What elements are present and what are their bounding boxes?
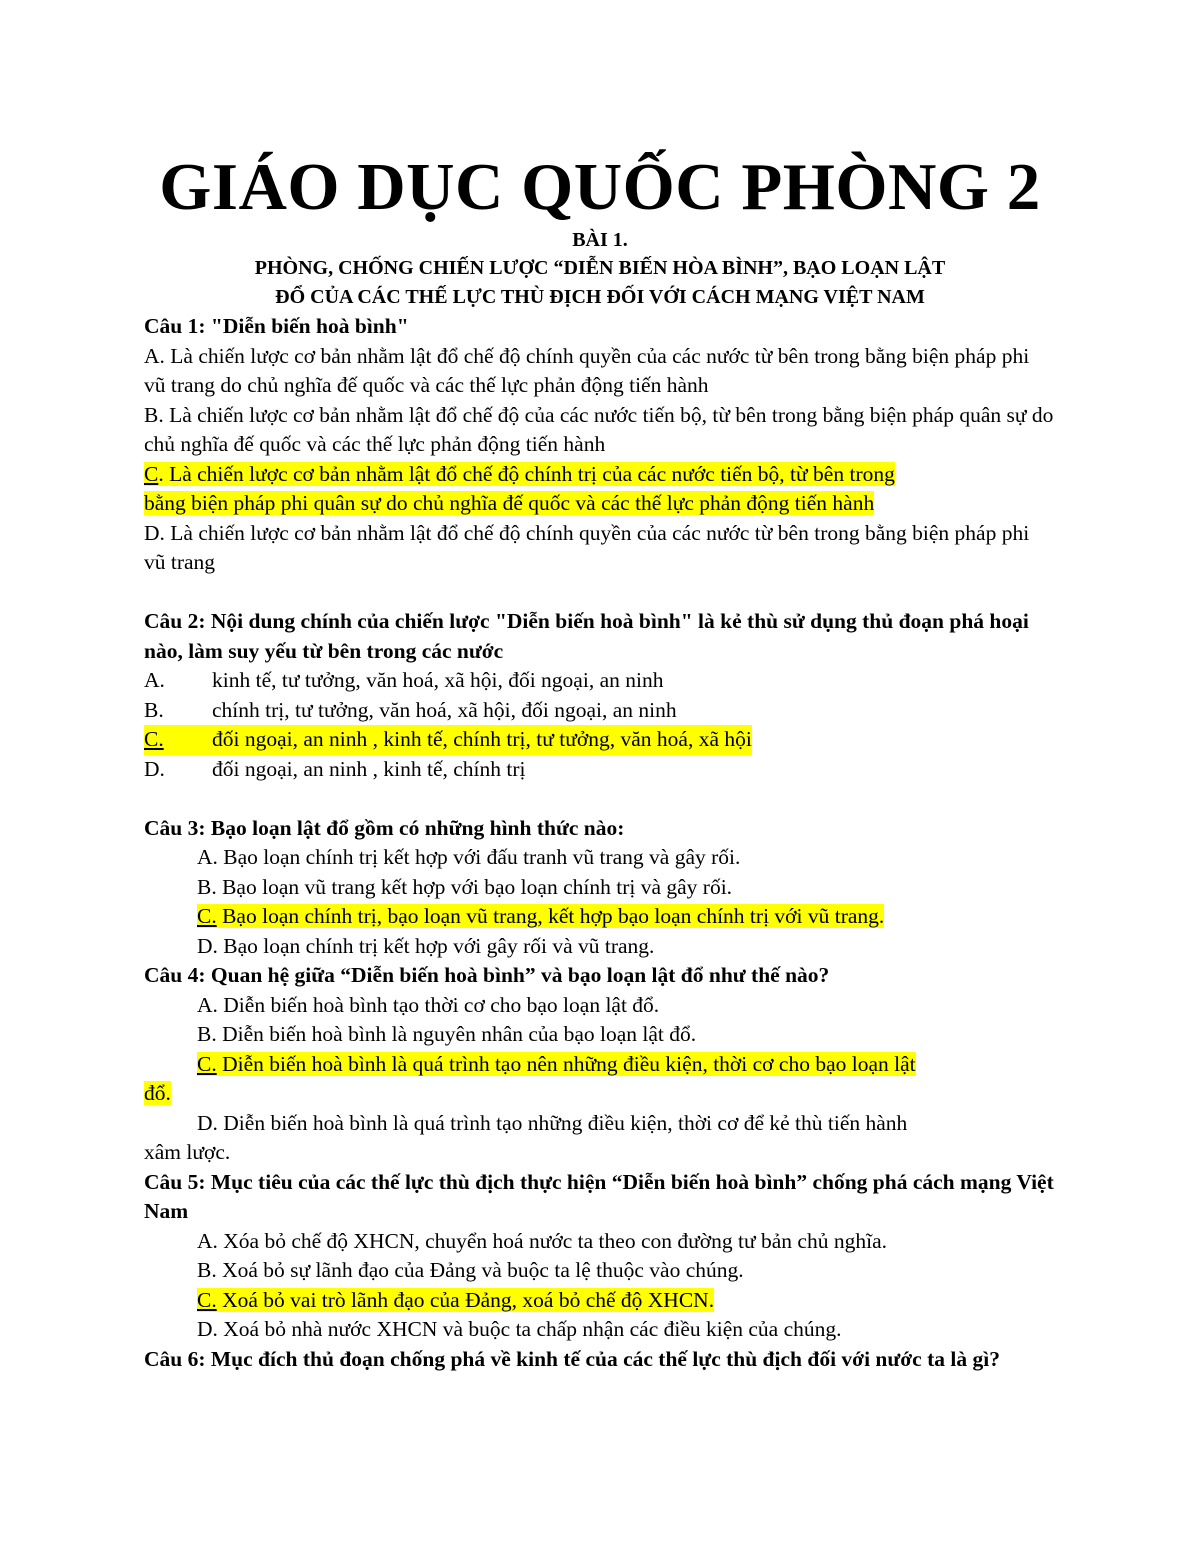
- question-1-text: Câu 1: "Diễn biến hoà bình": [144, 314, 409, 338]
- question-2-option-a: [144, 666, 1056, 696]
- answer-letter: C.: [197, 904, 217, 928]
- answer-text: Xoá bỏ vai trò lãnh đạo của Đảng, xoá bỏ chế độ XHCN.: [216, 1287, 715, 1312]
- option-label: B.: [144, 697, 164, 722]
- question-2-option-c: [144, 725, 1056, 755]
- answer-letter: C.: [197, 1287, 217, 1312]
- answer-text: đối ngoại, an ninh , kinh tế, chính trị, tư tưởng, văn hoá, xã hội: [212, 727, 752, 751]
- subtitle-line-1: PHÒNG, CHỐNG CHIẾN LƯỢC “DIỄN BIẾN HÒA BÌNH”, BẠO LOẠN LẬT: [254, 257, 946, 279]
- question-5: [144, 1168, 1056, 1345]
- question-2-option-b: [144, 696, 1056, 726]
- answer-text: Bạo loạn chính trị, bạo loạn vũ trang, kết hợp bạo loạn chính trị với vũ trang.: [216, 904, 885, 928]
- answer-highlight: [197, 1288, 714, 1312]
- spacer: [144, 578, 1056, 608]
- question-2-text: Câu 2: Nội dung chính của chiến lược "Diễn biến hoà bình" là kẻ thù sử dụng thủ đoạn phá hoại nào, làm suy yếu từ bên trong các nước: [144, 609, 1029, 663]
- question-1-option-b: B. Là chiến lược cơ bản nhằm lật đổ chế độ của các nước tiến bộ, từ bên trong bằng biện pháp quân sự do chủ nghĩa đế quốc và các thế lực phản động tiến hành: [144, 402, 1054, 456]
- answer-highlight: đổ.: [144, 1081, 171, 1105]
- document-page: [144, 150, 1056, 1374]
- question-4-text: Câu 4: Quan hệ giữa “Diễn biến hoà bình” và bạo loạn lật đổ như thế nào?: [144, 963, 830, 987]
- option-text: đối ngoại, an ninh , kinh tế, chính trị: [212, 756, 526, 781]
- option-label: D.: [144, 756, 165, 781]
- answer-highlight: [197, 904, 884, 928]
- question-3: [144, 814, 1056, 962]
- question-4-option-d: [144, 1109, 1056, 1168]
- question-3-option-d: D. Bạo loạn chính trị kết hợp với gây rối và vũ trang.: [197, 933, 655, 958]
- answer-letter: C: [144, 461, 159, 486]
- question-5-text: Câu 5: Mục tiêu của các thế lực thù địch thực hiện “Diễn biến hoà bình” chống phá cách mạng Việt Nam: [144, 1169, 1054, 1223]
- question-1-option-c: [144, 460, 1056, 519]
- answer-letter: C.: [144, 727, 164, 751]
- lesson-subtitle: [144, 254, 1056, 312]
- answer-highlight: [144, 725, 752, 755]
- spacer: [144, 784, 1056, 814]
- question-5-option-c: [144, 1286, 1056, 1316]
- answer-text-line-1: Diễn biến hoà bình là quá trình tạo nên những điều kiện, thời cơ cho bạo loạn lật: [216, 1051, 916, 1076]
- subtitle-line-2: ĐỔ CỦA CÁC THẾ LỰC THÙ ĐỊCH ĐỐI VỚI CÁCH MẠNG VIỆT NAM: [275, 286, 925, 308]
- question-5-option-d: D. Xoá bỏ nhà nước XHCN và buộc ta chấp nhận các điều kiện của chúng.: [197, 1317, 842, 1341]
- question-2: [144, 607, 1056, 784]
- answer-highlight: [197, 1052, 916, 1076]
- question-1: [144, 312, 1056, 578]
- question-6-text: Câu 6: Mục đích thủ đoạn chống phá về kinh tế của các thế lực thù địch đối với nước ta là gì?: [144, 1346, 1000, 1371]
- question-1-option-d: D. Là chiến lược cơ bản nhằm lật đổ chế độ chính quyền của các nước từ bên trong bằng biện pháp phi vũ trang: [144, 520, 1030, 574]
- question-5-option-a: A. Xóa bỏ chế độ XHCN, chuyển hoá nước ta theo con đường tư bản chủ nghĩa.: [197, 1228, 887, 1253]
- question-3-text: Câu 3: Bạo loạn lật đổ gồm có những hình thức nào:: [144, 815, 625, 840]
- answer-text-line-1: . Là chiến lược cơ bản nhằm lật đổ chế độ chính trị của các nước tiến bộ, từ bên trong: [158, 461, 895, 486]
- option-label: A.: [144, 668, 165, 692]
- option-text-line-1: D. Diễn biến hoà bình là quá trình tạo những điều kiện, thời cơ để kẻ thù tiến hành: [197, 1110, 908, 1135]
- answer-letter: C.: [197, 1051, 217, 1076]
- question-4: [144, 961, 1056, 1168]
- option-text: chính trị, tư tưởng, văn hoá, xã hội, đối ngoại, an ninh: [212, 697, 677, 722]
- answer-highlight: bằng biện pháp phi quân sự do chủ nghĩa đế quốc và các thế lực phản động tiến hành: [144, 491, 875, 515]
- option-text-line-2: xâm lược.: [144, 1140, 231, 1164]
- question-4-option-a: A. Diễn biến hoà bình tạo thời cơ cho bạo loạn lật đổ.: [197, 992, 660, 1017]
- question-3-option-c: [144, 902, 1056, 932]
- question-5-option-b: B. Xoá bỏ sự lãnh đạo của Đảng và buộc ta lệ thuộc vào chúng.: [197, 1258, 744, 1282]
- option-text: kinh tế, tư tưởng, văn hoá, xã hội, đối ngoại, an ninh: [212, 668, 664, 692]
- lesson-number: BÀI 1.: [572, 229, 628, 251]
- question-4-option-c: [144, 1050, 1056, 1109]
- document-title: GIÁO DỤC QUỐC PHÒNG 2: [159, 150, 1041, 224]
- answer-highlight: [144, 462, 895, 486]
- question-3-option-b: B. Bạo loạn vũ trang kết hợp với bạo loạn chính trị và gây rối.: [197, 874, 733, 899]
- question-6: [144, 1345, 1056, 1375]
- question-3-option-a: A. Bạo loạn chính trị kết hợp với đấu tranh vũ trang và gây rối.: [197, 845, 741, 869]
- question-2-option-d: [144, 755, 1056, 785]
- question-1-option-a: A. Là chiến lược cơ bản nhằm lật đổ chế độ chính quyền của các nước từ bên trong bằng biện pháp phi vũ trang do chủ nghĩa đế quốc và các thế lực phản động tiến hành: [144, 343, 1030, 397]
- question-4-option-b: B. Diễn biến hoà bình là nguyên nhân của bạo loạn lật đổ.: [197, 1022, 697, 1046]
